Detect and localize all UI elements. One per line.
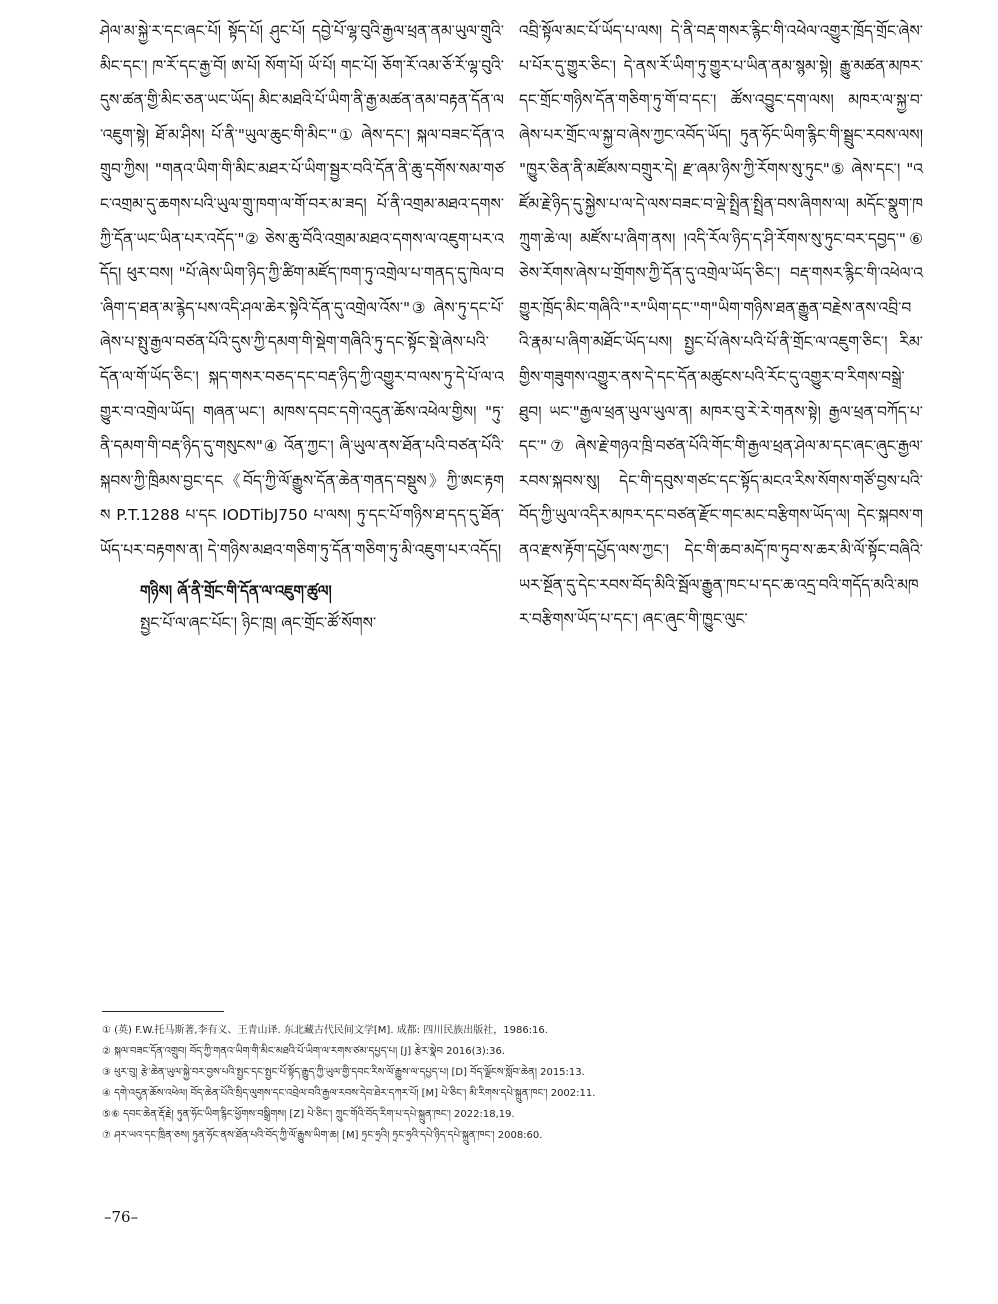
footnote: ⑤⑥ དབང་ཆེན་རྡོ་རྗེ། ཏུན་ཧོང་ཡིག་རྙིང་ཕྱོགས་བསྒྲིགས། [Z] པེ་ཅིང་། ཀྲུང་གོའི་བོད་རིག་པ་དཔེ་སྐྲུན་ཁང་། 2022:18,19. (102, 1109, 515, 1120)
footnote-divider (102, 1011, 224, 1012)
right-column (519, 14, 923, 637)
footnote: ④ དགེ་འདུན་ཆོས་འཕེལ། བོད་ཆེན་པོའི་སྲིད་ལུགས་དང་འབྲེལ་བའི་རྒྱལ་རབས་དེབ་ཐེར་དཀར་པོ། [M] པེ་ཅིང་། མི་རིགས་དཔེ་སྐྲུན་ཁང་། 2002:11. (102, 1088, 596, 1099)
body-paragraph: ཤེལ་མ་སྐྱེ་ར་དང་ཞང་པོ། སྟོད་པོ། ཤུང་པོ། དབྱེ་པོ་ལྷ་བུའི་རྒྱལ་ཕྲན་ནམ་ཡུལ་གྲུའི་མིང་དང་། ཁ་རོ་དང་རྒྱ་བོ། ཨ་པོ། སོག་པོ། ཡོ་པོ། གང་པོ། ཅོག་རོ་འམ་ཅོ་རོ་ལྷ་བུའི་དུས་ཚན་གྱི་མིང་ཅན་ཡང་ཡོད། མིང་མཐའི་པོ་ཡིག་ནི་རྒྱ་མཚན་ནམ་བརྟན་དོན་ལ་འཇུག་སྟེ། ཐོ་མ་ཤིས། པོ་ནི་"ཡུལ་ཆུང་གི་མིང་"① ཞེས་དང་། སྐལ་བཟང་དོན་འགྲུབ་ཀྱིས། "གནའ་ཡིག་གི་མིང་མཐར་པོ་ཡིག་སྦྱར་བའི་དོན་ནི་ཆུ་དགོས་སམ་གཙང་འགྲམ་དུ་ཆགས་པའི་ཡུལ་གྲུ་ཁག་ལ་གོ་བར་མ་ཟད། པོ་ནི་འགྲམ་མཐའ་དགས་ཀྱི་དོན་ཡང་ཡིན་པར་འདོད་"② ཅེས་ཆུ་བོའི་འགྲམ་མཐའ་དགས་ལ་འཇུག་པར་འདོད། ཕུར་བས། "པོ་ཞེས་ཡིག་ཉིད་ཀྱི་ཚིག་མཛོད་ཁག་ཏུ་འགྲེལ་པ་གནད་དུ་ཁེལ་བ་ཞིག་ད་ཐན་མ་རྙེད་པས་འདི་ཤལ་ཆེར་སྟེའི་དོན་དུ་འགྲེལ་འོས་"③ ཞེས་ཏུ་དང་པོ་ཞེས་པ་སྤུ་རྒྱལ་བཙན་པོའི་དུས་ཀྱི་དམག་གི་སྡེག་གཞིའི་ཏུ་དང་སྟོང་སྡེ་ཞེས་པའི་དོན་ལ་གོ་ཡོད་ཅིང་། སྐད་གསར་བཅད་དང་བརྡ་ཉིད་ཀྱི་འགྱུར་བ་ལས་ཏུ་དེ་པོ་ལ་འགྱུར་བ་འགྲེལ་ཡོད། གཞན་ཡང་། མཁས་དབང་དགེ་འདུན་ཆོས་འཕེལ་གྱིས། "ཏུ་ནི་དམག་གི་བརྡ་ཉིད་དུ་གསུངས"④ འོན་ཀྱང་། ཞི་ཡུལ་ནས་ཐོན་པའི་བཙན་པོའི་སྐབས་ཀྱི་ཁྲིམས་བྱང་དང《བོད་ཀྱི་ལོ་རྒྱུས་དོན་ཆེན་གནད་བསྡུས》ཀྱི་ཨང་རྟགས P.T.1288 པ་དང IODTibJ750 པ་ལས། ཏུ་དང་པོ་གཉིས་ཐ་དད་དུ་ཐོན་ཡོད་པར་བརྟགས་ན། དེ་གཉིས་མཐའ་གཅིག་ཏུ་དོན་གཅིག་ཏུ་མི་འཇུག་པར་འདོད། (100, 22, 504, 559)
left-column (100, 14, 504, 640)
footnotes (102, 1020, 902, 1146)
footnote: ② སྐལ་བཟང་དོན་འགྲུབ། བོད་ཀྱི་གནའ་ཡིག་གི་མིང་མཐའི་པོ་ཡིག་ལ་རགས་ཙམ་དཔྱད་པ། [J] རྩེར་སྣེབ 2016(3):36. (102, 1046, 506, 1057)
section-subheading: གཉིས། ཞོ་ནི་གྲོང་གི་དོན་ལ་འཇུག་ཚུལ། (140, 581, 332, 600)
body-paragraph: འབྲི་སྟོལ་མང་པོ་ཡོད་པ་ལས། དེ་ནི་བརྡ་གསར་རྙིང་གི་འཕེལ་འགྱུར་ཁྲོད་གྲོང་ཞེས་པ་པོར་དུ་གྱུར་ཅིང་། དེ་ནས་རོ་ཡིག་ཏུ་གྱུར་པ་ཡིན་ནམ་སྙམ་སྟེ། རྒྱུ་མཚན་མཁར་དང་གྲོང་གཉིས་དོན་གཅིག་ཏུ་གོ་བ་དང་། ཚོས་འབྱུང་དག་ལས། མཁར་ལ་སྐྱ་བ་ཞེས་པར་གྲོང་ལ་སྐྱ་བ་ཞེས་ཀྱང་འབོད་ཡོད། ཏུན་ཧོང་ཡིག་རྙིང་གི་སྦྲུང་རབས་ལས། "ཁྱུར་ཅིན་ནི་མཛོམས་བགྲུར་དེ། རྫ་ཞམ་ཉིས་ཀྱི་རོགས་སུ་ཏུང"⑤ ཞེས་དང་། "འཛོམ་རྗེ་ཉིད་དུ་སྐྱེས་པ་ལ་དེ་ལས་བཟང་བ་ལྡེ་སྤྲིན་སྤྲིན་བས་ཞིགས་ལ། མདོང་སྣུག་ཁཀྲུག་ཆེ་ལ། མཛོས་པ་ཞིག་ནས། །འདི་རོལ་ཉིད་ད་ཤི་རོགས་སུ་ཏུང་བར་དབྱད་"⑥ ཅེས་རོགས་ཞེས་པ་གྲོགས་ཀྱི་དོན་དུ་འགྲེལ་ཡོད་ཅིང་། བརྡ་གསར་རྙིང་གི་འཕེལ་འགྱུར་ཁྲོད་མིང་གཞིའི་"ར"ཡིག་དང་"ག"ཡིག་གཉིས་ཐན་རྒྱུན་བརྗེས་ནས་འབྲི་བའི་རྣམ་པ་ཞིག་མཐོང་ཡོད་པས། སྤྱང་པོ་ཞེས་པའི་པོ་ནི་གྲོང་ལ་འཇུག་ཅིང་། རིམ་གྱིས་གཟུགས་འགྱུར་ནས་དེ་དང་དོན་མཚུངས་པའི་རོང་དུ་འགྱུར་བ་རིགས་བསྒྲེ་ཐུབ། ཡང་"རྒྱལ་ཕྲན་ཡུལ་ཡུལ་ན། མཁར་བུ་རེ་རེ་གནས་སྟེ། རྒྱལ་ཕྲན་བཀོད་པ་དང་"⑦ ཞེས་རྗེ་གཉའ་ཁྲི་བཙན་པོའི་གོང་གི་རྒྱལ་ཕྲན་ཤེལ་མ་དང་ཞང་ཞུང་རྒྱལ་རབས་སྐབས་སུ། དེང་གི་དབུས་གཙང་དང་སྟོད་མངའ་རིས་སོགས་གཙོ་བྱས་པའི་བོད་ཀྱི་ཡུལ་འདིར་མཁར་དང་བཙན་རྫོང་གང་མང་བརྩིགས་ཡོད་ལ། དེང་སྐབས་གནའ་རྫས་རྟོག་དཔྱོད་ལས་ཀྱང་། དེང་གི་ཆབ་མདོ་ཁ་ཏུབ་ས་ཆར་མི་ལོ་སྟོང་བཞིའི་ཡར་སྔོན་དུ་དེང་རབས་བོད་མིའི་སྦོལ་རྒྱུན་ཁང་པ་དང་ཆ་འདྲ་བའི་གདོད་མའི་མཁར་བརྩིགས་ཡོད་པ་དང་། ཞང་ཞུང་གི་ཁྱུང་ལུང་ (519, 22, 923, 629)
footnote: ⑦ ཤར་ཡའ་དང་ཁྲིན་ཅས། ཏུན་ཧོང་ནས་ཐོན་པའི་བོད་ཀྱི་ལོ་རྒྱུས་ཡིག་ཆ། [M] ཏྲང་ཧྲའི། ཏྲང་ཧྲའི་དཔེ་ཉིད་དཔེ་སྐྲུན་ཁང་། 2008:60. (102, 1130, 543, 1141)
body-paragraph: སྤྱང་པོ་ལ་ཞང་པོང་། ཉིང་ཁྲ། ཞང་གྲོང་ཚོ་སོགས་ (140, 613, 377, 632)
footnote: ③ ཕུར་བུ། རྩེ་ཆེན་ཡུལ་སྐྱེ་བར་བྱས་པའི་སྤྱང་དང་སྤྱང་པོ་སྟོད་རྒྱུད་ཀྱི་ཡུལ་གྱི་དབང་རིས་ལོ་རྒྱུས་ལ་དཔྱད་པ། [D] བོད་ལྗོངས་སློབ་ཆེན། 2015:13. (102, 1067, 585, 1078)
footnote: ① (英) F.W.托马斯著,李有义、王青山译. 东北藏古代民间文学[M]. 成都: 四川民族出版社，1986:16. (102, 1025, 548, 1036)
page-number: –76– (104, 1208, 139, 1226)
